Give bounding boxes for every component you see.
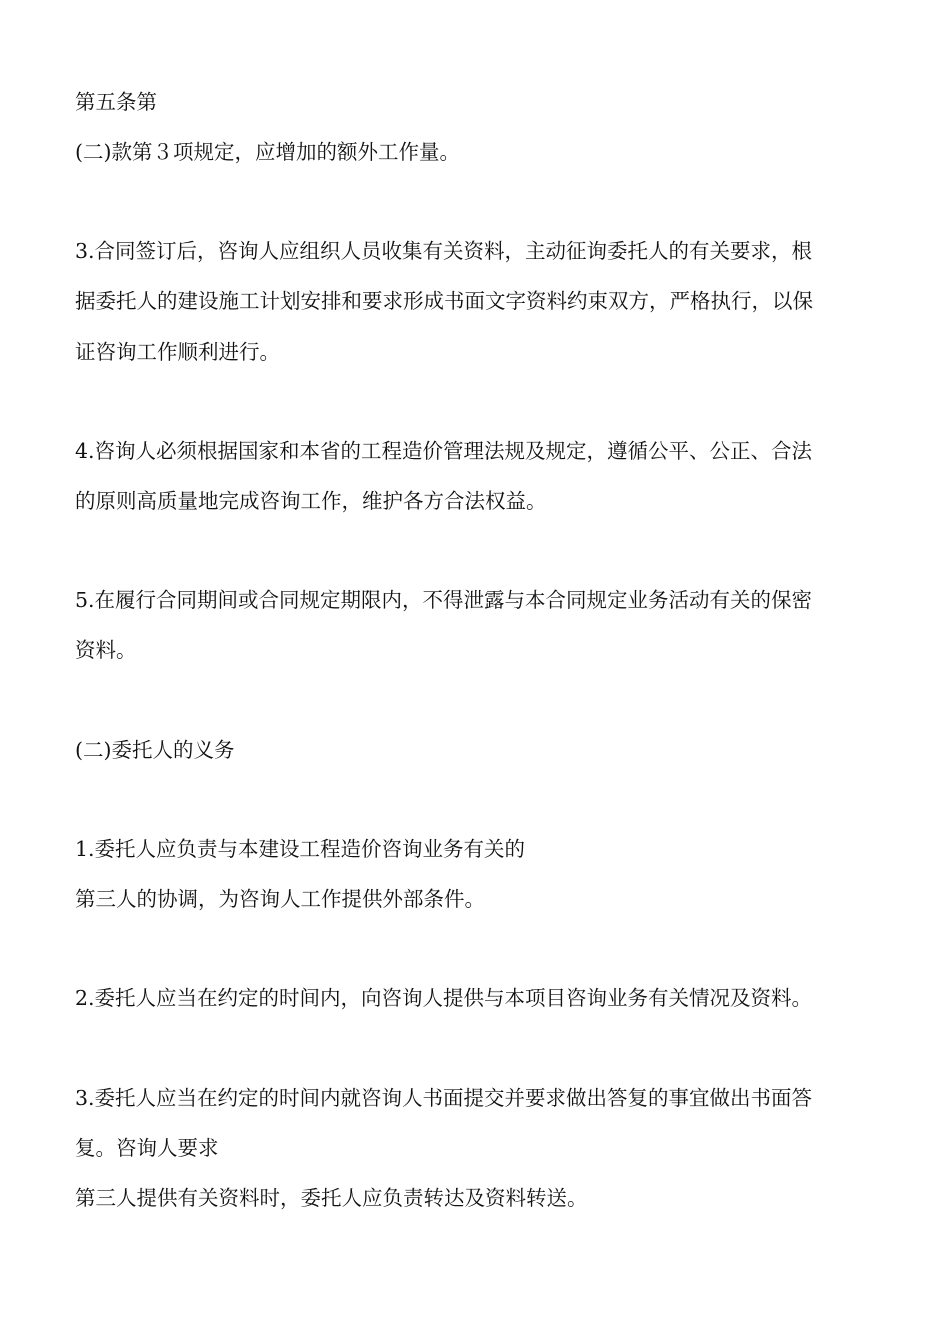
section-heading: (二)委托人的义务 [75,738,235,762]
text-line: 据委托人的建设施工计划安排和要求形成书面文字资料约束双方，严格执行，以保 [75,289,813,313]
text-line: 1.委托人应负责与本建设工程造价咨询业务有关的 [75,837,526,861]
text-line: (二)款第３项规定，应增加的额外工作量。 [75,140,460,164]
text-line: 3.合同签订后，咨询人应组织人员收集有关资料，主动征询委托人的有关要求，根 [75,239,813,263]
text-line: 3.委托人应当在约定的时间内就咨询人书面提交并要求做出答复的事宜做出书面答 [75,1086,813,1110]
text-line: 证咨询工作顺利进行。 [75,340,280,364]
text-line: 4.咨询人必须根据国家和本省的工程造价管理法规及规定，遵循公平、公正、合法 [75,439,813,463]
text-line: 复。咨询人要求 [75,1136,219,1160]
text-line: 2.委托人应当在约定的时间内，向咨询人提供与本项目咨询业务有关情况及资料。 [75,986,813,1010]
text-line: 第五条第 [75,90,157,114]
text-line: 的原则高质量地完成咨询工作，维护各方合法权益。 [75,489,547,513]
text-line: 第三人的协调，为咨询人工作提供外部条件。 [75,887,485,911]
text-line: 资料。 [75,638,137,662]
text-line: 第三人提供有关资料时，委托人应负责转达及资料转送。 [75,1186,588,1210]
text-line: 5.在履行合同期间或合同规定期限内，不得泄露与本合同规定业务活动有关的保密 [75,588,813,612]
